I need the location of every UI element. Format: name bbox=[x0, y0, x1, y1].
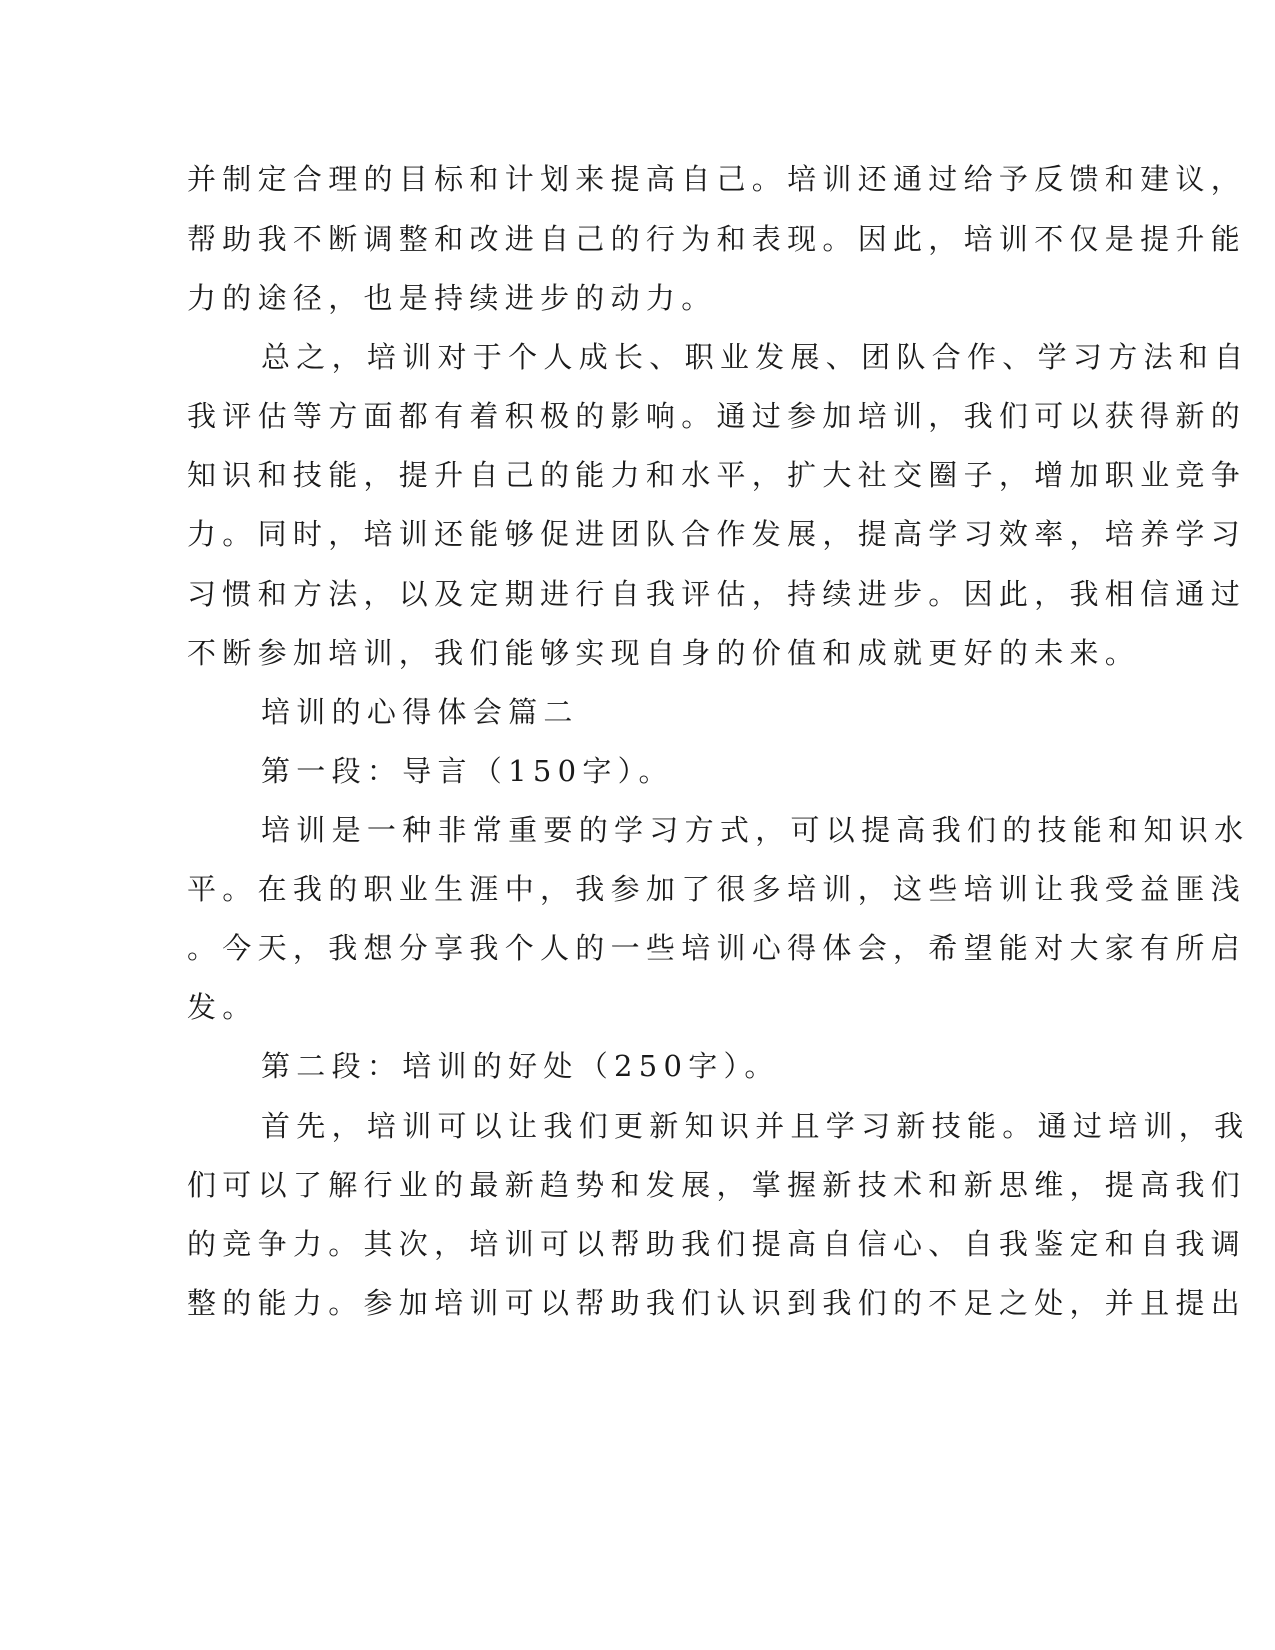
text-line: 平。在我的职业生涯中，我参加了很多培训，这些培训让我受益匪浅 bbox=[187, 872, 1247, 906]
text-line: 知识和技能，提升自己的能力和水平，扩大社交圈子，增加职业竞争 bbox=[187, 458, 1247, 492]
text-line: 我评估等方面都有着积极的影响。通过参加培训，我们可以获得新的 bbox=[187, 399, 1247, 433]
text-line: 习惯和方法，以及定期进行自我评估，持续进步。因此，我相信通过 bbox=[187, 577, 1247, 611]
text-line: 的竞争力。其次，培训可以帮助我们提高自信心、自我鉴定和自我调 bbox=[187, 1227, 1247, 1261]
text-line: 力的途径，也是持续进步的动力。 bbox=[187, 281, 717, 315]
text-line: 。今天，我想分享我个人的一些培训心得体会，希望能对大家有所启 bbox=[187, 931, 1247, 965]
paragraph-start: 总之，培训对于个人成长、职业发展、团队合作、学习方法和自 bbox=[261, 340, 1250, 374]
section-title: 培训的心得体会篇二 bbox=[261, 695, 579, 729]
text-line: 力。同时，培训还能够促进团队合作发展，提高学习效率，培养学习 bbox=[187, 517, 1247, 551]
text-line: 们可以了解行业的最新趋势和发展，掌握新技术和新思维，提高我们 bbox=[187, 1168, 1247, 1202]
subsection-heading: 第二段：培训的好处（250字）。 bbox=[261, 1049, 780, 1083]
text-line: 不断参加培训，我们能够实现自身的价值和成就更好的未来。 bbox=[187, 636, 1141, 670]
paragraph-start: 首先，培训可以让我们更新知识并且学习新技能。通过培训，我 bbox=[261, 1109, 1250, 1143]
text-line: 并制定合理的目标和计划来提高自己。培训还通过给予反馈和建议， bbox=[187, 162, 1247, 196]
text-line: 发。 bbox=[187, 990, 258, 1024]
paragraph-start: 培训是一种非常重要的学习方式，可以提高我们的技能和知识水 bbox=[261, 813, 1250, 847]
text-line: 帮助我不断调整和改进自己的行为和表现。因此，培训不仅是提升能 bbox=[187, 222, 1247, 256]
subsection-heading: 第一段：导言（150字）。 bbox=[261, 754, 674, 788]
text-line: 整的能力。参加培训可以帮助我们认识到我们的不足之处，并且提出 bbox=[187, 1286, 1247, 1320]
